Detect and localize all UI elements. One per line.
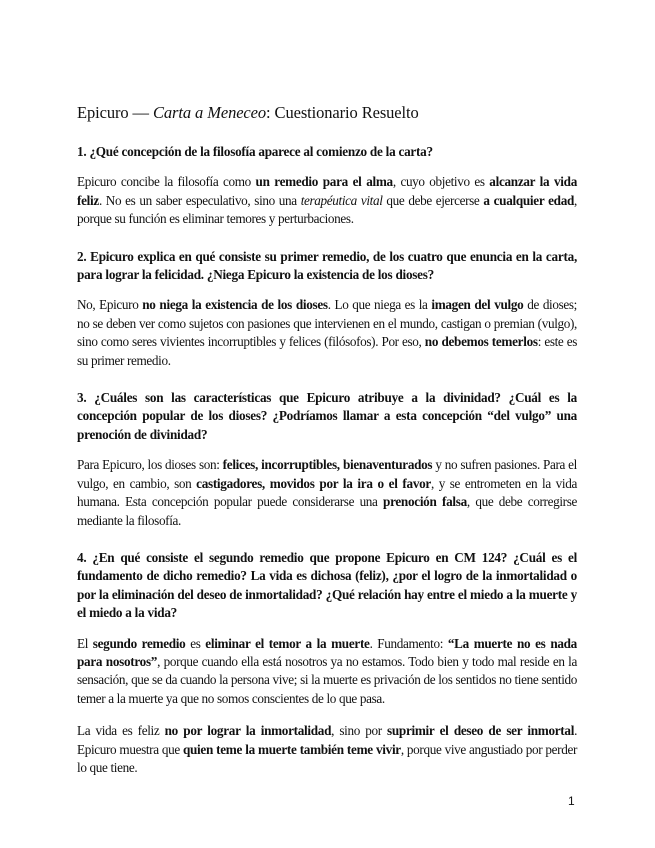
question-1: 1. ¿Qué concepción de la filosofía aparece al comienzo de la carta?	[77, 144, 433, 159]
answer-4-paragraph-1	[77, 635, 577, 709]
answer-bold: imagen del vulgo	[431, 297, 524, 313]
answer-text: . Fundamento:	[369, 635, 448, 651]
page-title	[77, 103, 577, 123]
answer-text: , que debe corregirse mediante la filosofía.	[77, 494, 577, 528]
answer-text: , cuyo objetivo es	[392, 174, 490, 190]
answer-bold: “La muerte no es nada para nosotros”	[77, 635, 577, 669]
answer-text: de dioses; no se deben ver como sujetos con pasiones que intervienen en el mundo, castigan o premian (vulgo), sino como seres vivientes incorruptibles y felices (filósofos). Por eso,	[77, 297, 578, 350]
answer-bold: alcanzar la vida feliz	[77, 174, 577, 208]
page-number: 1	[568, 794, 575, 808]
answer-bold: quien teme la muerte también teme vivir	[182, 741, 401, 757]
answer-text: El	[77, 635, 93, 651]
answer-text: que debe ejercerse	[382, 192, 484, 208]
page-content	[77, 103, 577, 796]
answer-bold: no por lograr la inmortalidad	[164, 723, 332, 739]
answer-1	[77, 173, 577, 228]
question-2: 2. Epicuro explica en qué consiste su primer remedio, de los cuatro que enuncia en la carta, para lograr la felicidad. ¿Niega Epicuro la existencia de los dioses?	[77, 248, 577, 283]
title-italic: Carta a Meneceo	[152, 103, 267, 122]
question-3: 3. ¿Cuáles son las características que Epicuro atribuye a la divinidad? ¿Cuál es la concepción popular de los dioses? ¿Podríamos llamar a esta concepción “del vulgo” una prenoción de divinidad?	[77, 390, 577, 442]
answer-bold: suprimir el deseo de ser inmortal	[387, 723, 575, 739]
title-prefix: Epicuro —	[77, 103, 153, 122]
answer-bold: a cualquier edad	[483, 192, 575, 208]
answer-italic: terapéutica vital	[300, 192, 383, 208]
answer-bold: eliminar el temor a la muerte	[205, 635, 370, 651]
answer-text: , sino por	[331, 723, 388, 739]
answer-3	[77, 456, 577, 530]
answer-text: . Epicuro muestra que	[77, 723, 578, 757]
answer-text: , porque cuando ella está nosotros ya no estamos. Todo bien y todo mal reside en la sensación, que se da cuando la persona vive; si la muerte es privación de los sentidos no tiene sentido temer a la muerte ya que no somos conscientes de lo que pasa.	[77, 653, 577, 706]
answer-text: , y se entrometen en la vida humana. Esta concepción popular puede considerarse una	[77, 475, 577, 510]
answer-bold: segundo remedio	[92, 635, 186, 651]
answer-text: La vida es feliz	[77, 723, 165, 739]
answer-bold: no debemos temerlos	[424, 334, 538, 350]
answer-bold: felices, incorruptibles, bienaventurados	[222, 457, 433, 473]
answer-bold: no niega la existencia de los dioses	[142, 297, 328, 313]
answer-text: . Lo que niega es la	[327, 297, 432, 313]
answer-text: , porque su función es eliminar temores y perturbaciones.	[77, 192, 577, 227]
answer-text: y no sufren pasiones. Para el vulgo, en cambio, son	[77, 457, 577, 491]
answer-text: Epicuro concibe la filosofía como	[77, 174, 256, 190]
answer-text: es	[185, 635, 206, 651]
answer-4-paragraph-2	[77, 722, 577, 777]
answer-text: : este es su primer remedio.	[77, 334, 577, 368]
answer-text: Para Epicuro, los dioses son:	[77, 457, 223, 473]
answer-bold: prenoción falsa	[383, 494, 467, 510]
answer-text: . No es un saber especulativo, sino una	[98, 192, 301, 208]
answer-bold: castigadores, movidos por la ira o el favor	[196, 475, 431, 491]
answer-text: , porque vive angustiado por perder lo que tiene.	[77, 741, 577, 775]
answer-2	[77, 296, 577, 370]
answer-text: No, Epicuro	[77, 297, 143, 313]
question-4: 4. ¿En qué consiste el segundo remedio que propone Epicuro en CM 124? ¿Cuál es el fundamento de dicho remedio? La vida es dichosa (feliz), ¿por el logro de la inmortalidad o por la eliminación del deseo de inmortalidad? ¿Qué relación hay entre el miedo a la muerte y el miedo a la vida?	[77, 549, 577, 621]
title-suffix: : Cuestionario Resuelto	[266, 103, 419, 122]
answer-bold: un remedio para el alma	[255, 174, 393, 190]
